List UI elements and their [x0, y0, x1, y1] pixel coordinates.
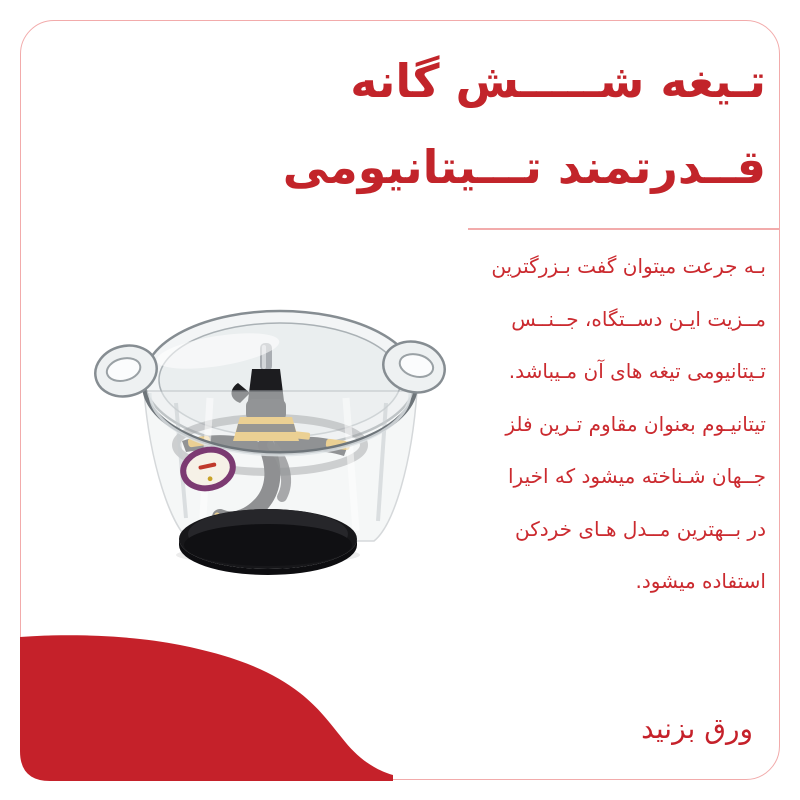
- product-image-chopper-bowl: [90, 293, 450, 585]
- body-line: جــهان شـناخته میشود که اخیرا: [508, 464, 766, 488]
- body-line: در بــهترین مــدل هـای خردکن: [514, 516, 766, 541]
- red-corner-blob: [20, 633, 393, 781]
- page-title: [283, 38, 766, 210]
- body-paragraph: [451, 240, 766, 608]
- body-line: مــزیت ایـن دســتگاه، جــنــس: [511, 306, 766, 331]
- swipe-caption: ورق بزنید: [641, 712, 753, 745]
- body-line: تیتانیـوم بعنوان مقاوم تـرین فلز: [505, 411, 766, 436]
- page-title-line1: تـیغه شـــــش گانه: [350, 54, 766, 108]
- body-line: بـه جرعت میتوان گفت بـزرگترین: [491, 254, 766, 278]
- body-line: استفاده میشود.: [635, 569, 766, 593]
- body-line: تـیتانیومی تیغه های آن مـیباشد.: [508, 359, 766, 383]
- chopper-bowl-illustration: [90, 293, 450, 585]
- red-blob-shape: [20, 633, 393, 781]
- title-separator-line: [468, 228, 779, 230]
- page-title-line2: قــدرتمند تـــیتانیومی: [282, 140, 766, 194]
